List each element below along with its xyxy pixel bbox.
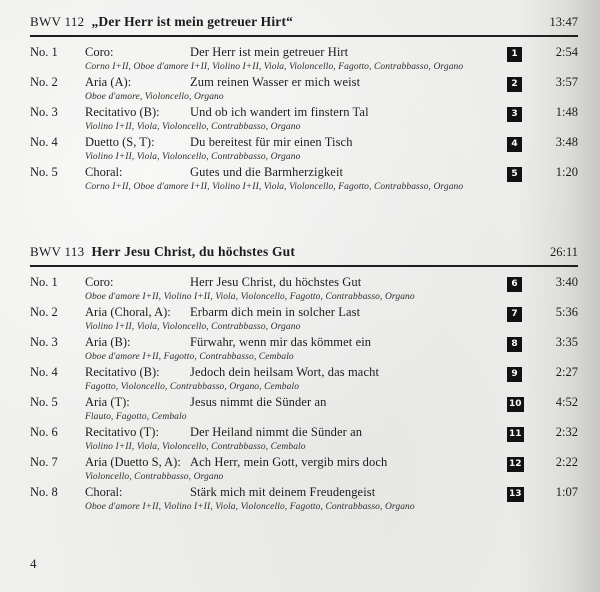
movement-number: No. 7 <box>30 455 58 469</box>
movement-type: Duetto (S, T): <box>85 135 155 149</box>
track-duration: 2:54 <box>555 45 578 59</box>
instrumentation: Violino I+II, Viola, Violoncello, Contrabbasso, Organo <box>85 152 301 162</box>
section-header <box>30 12 578 37</box>
movement-number: No. 2 <box>30 305 58 319</box>
movement-type: Aria (Duetto S, A): <box>85 455 181 469</box>
track-number-badge: 10 <box>509 399 522 409</box>
movement-type: Aria (B): <box>85 335 131 349</box>
track-number-badge: 9 <box>508 368 521 381</box>
track-number-badge: 5 <box>508 168 521 181</box>
movement-number: No. 6 <box>30 425 58 439</box>
instrumentation: Violino I+II, Viola, Violoncello, Contrabbasso, Organo <box>85 122 301 132</box>
movement-type: Aria (A): <box>85 75 132 89</box>
instrumentation: Flauto, Fagotto, Cembalo <box>85 412 187 422</box>
movement-number: No. 5 <box>30 395 58 409</box>
movement-title: Du bereitest für mir einen Tisch <box>190 135 353 149</box>
track-row <box>30 164 578 193</box>
movement-title: Jesus nimmt die Sünder an <box>190 395 327 409</box>
movement-type: Choral: <box>85 165 123 179</box>
movement-title: Herr Jesu Christ, du höchstes Gut <box>190 275 362 289</box>
movement-title: Fürwahr, wenn mir das kömmet ein <box>190 335 372 349</box>
track-duration: 3:48 <box>555 135 578 149</box>
movement-title: Ach Herr, mein Gott, vergib mirs doch <box>190 455 388 469</box>
track-row <box>30 394 578 423</box>
movement-type: Recitativo (B): <box>85 105 160 119</box>
bwv-number: BWV 112 <box>30 14 85 29</box>
track-row <box>30 104 578 133</box>
section-bwv113 <box>30 242 578 513</box>
track-duration: 3:40 <box>555 275 578 289</box>
track-row <box>30 304 578 333</box>
instrumentation: Oboe d'amore I+II, Violino I+II, Viola, Violoncello, Fagotto, Contrabbasso, Organo <box>85 292 415 302</box>
movement-title: Jedoch dein heilsam Wort, das macht <box>190 365 380 379</box>
movement-type: Aria (T): <box>85 395 130 409</box>
cantata-title: Herr Jesu Christ, du höchstes Gut <box>91 244 296 259</box>
track-row <box>30 334 578 363</box>
track-duration: 2:22 <box>555 455 578 469</box>
track-number-badge: 7 <box>508 308 521 321</box>
track-duration: 3:57 <box>555 75 578 89</box>
instrumentation: Corno I+II, Oboe d'amore I+II, Violino I+II, Viola, Violoncello, Fagotto, Contrabbasso, Organo <box>85 62 464 72</box>
movement-type: Choral: <box>85 485 123 499</box>
track-number-badge: 4 <box>508 138 521 151</box>
movement-number: No. 1 <box>30 45 58 59</box>
track-number-badge: 11 <box>509 429 522 439</box>
movement-title: Stärk mich mit deinem Freudengeist <box>190 485 376 499</box>
section-total-duration: 13:47 <box>549 15 578 29</box>
movement-type: Coro: <box>85 45 114 59</box>
track-row <box>30 424 578 453</box>
track-row <box>30 484 578 513</box>
instrumentation: Oboe d'amore I+II, Fagotto, Contrabbasso, Cembalo <box>85 352 294 362</box>
track-duration: 2:32 <box>555 425 578 439</box>
track-list <box>30 267 578 513</box>
movement-number: No. 5 <box>30 165 58 179</box>
section-total-duration: 26:11 <box>549 245 578 259</box>
movement-title: Der Heiland nimmt die Sünder an <box>190 425 363 439</box>
movement-type: Recitativo (T): <box>85 425 159 439</box>
movement-number: No. 4 <box>30 135 58 149</box>
section-bwv112 <box>30 12 578 193</box>
track-row <box>30 364 578 393</box>
movement-type: Coro: <box>85 275 114 289</box>
instrumentation: Oboe d'amore I+II, Violino I+II, Viola, Violoncello, Fagotto, Contrabbasso, Organo <box>85 502 415 512</box>
movement-number: No. 3 <box>30 105 58 119</box>
track-row <box>30 274 578 303</box>
track-number-badge: 12 <box>509 459 522 469</box>
track-duration: 3:35 <box>555 335 578 349</box>
bwv-number: BWV 113 <box>30 244 85 259</box>
track-duration: 5:36 <box>555 305 578 319</box>
section-header <box>30 242 578 267</box>
track-row <box>30 44 578 73</box>
cantata-title: „Der Herr ist mein getreuer Hirt“ <box>91 14 294 29</box>
track-number-badge: 8 <box>508 338 521 351</box>
track-list <box>30 37 578 193</box>
movement-number: No. 1 <box>30 275 58 289</box>
track-number-badge: 1 <box>508 48 521 61</box>
track-row <box>30 454 578 483</box>
track-duration: 1:07 <box>555 485 578 499</box>
movement-title: Erbarm dich mein in solcher Last <box>190 305 361 319</box>
movement-number: No. 3 <box>30 335 58 349</box>
movement-title: Und ob ich wandert im finstern Tal <box>190 105 369 119</box>
movement-title: Der Herr ist mein getreuer Hirt <box>190 45 349 59</box>
track-number-badge: 2 <box>508 78 521 91</box>
instrumentation: Violoncello, Contrabbasso, Organo <box>85 472 224 482</box>
track-number-badge: 6 <box>508 278 521 291</box>
movement-title: Zum reinen Wasser er mich weist <box>190 75 361 89</box>
track-number-badge: 3 <box>508 108 521 121</box>
movement-type: Aria (Choral, A): <box>85 305 171 319</box>
movement-type: Recitativo (B): <box>85 365 160 379</box>
track-duration: 1:20 <box>555 165 578 179</box>
page-number: 4 <box>30 556 37 571</box>
instrumentation: Fagotto, Violoncello, Contrabbasso, Organo, Cembalo <box>85 382 300 392</box>
movement-number: No. 2 <box>30 75 58 89</box>
instrumentation: Violino I+II, Viola, Violoncello, Contrabbasso, Cembalo <box>85 442 306 452</box>
movement-title: Gutes und die Barmherzigkeit <box>190 165 344 179</box>
track-row <box>30 134 578 163</box>
movement-number: No. 4 <box>30 365 58 379</box>
track-duration: 4:52 <box>555 395 578 409</box>
track-duration: 1:48 <box>555 105 578 119</box>
track-duration: 2:27 <box>555 365 578 379</box>
instrumentation: Violino I+II, Viola, Violoncello, Contrabbasso, Organo <box>85 322 301 332</box>
track-number-badge: 13 <box>509 489 522 499</box>
instrumentation: Corno I+II, Oboe d'amore I+II, Violino I+II, Viola, Violoncello, Fagotto, Contrabbasso, Organo <box>85 182 464 192</box>
movement-number: No. 8 <box>30 485 58 499</box>
instrumentation: Oboe d'amore, Violoncello, Organo <box>85 92 224 102</box>
track-row <box>30 74 578 103</box>
